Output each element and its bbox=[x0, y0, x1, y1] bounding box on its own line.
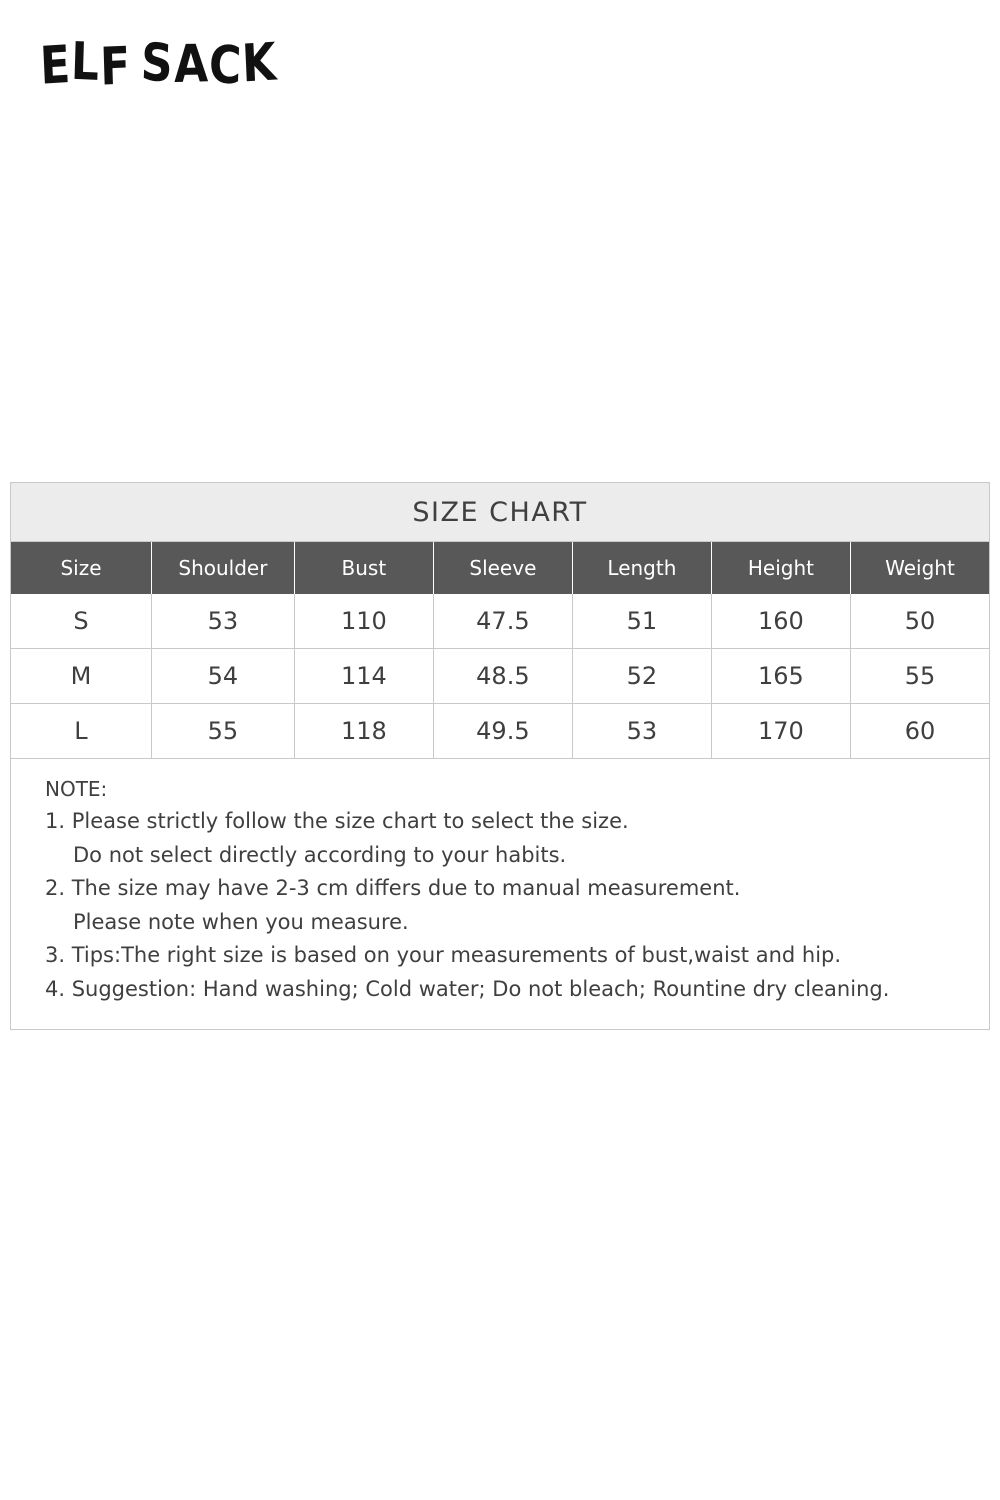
column-header-shoulder: Shoulder bbox=[151, 542, 294, 594]
table-row bbox=[11, 594, 989, 649]
brand-letter: S bbox=[139, 32, 176, 95]
cell-weight: 55 bbox=[850, 649, 989, 704]
table-header-row bbox=[11, 542, 989, 594]
cell-shoulder: 54 bbox=[151, 649, 294, 704]
note-line: 2. The size may have 2-3 cm differs due to manual measurement. bbox=[45, 876, 741, 901]
brand-letter: A bbox=[173, 34, 210, 95]
cell-sleeve: 48.5 bbox=[433, 649, 572, 704]
brand-letter: E bbox=[38, 34, 73, 97]
size-chart-table bbox=[11, 542, 989, 759]
note-line: 4. Suggestion: Hand washing; Cold water; Do not bleach; Rountine dry cleaning. bbox=[45, 976, 890, 1001]
brand-letter: F bbox=[99, 36, 133, 98]
brand-letter: L bbox=[70, 31, 102, 93]
cell-size: M bbox=[11, 649, 151, 704]
cell-weight: 60 bbox=[850, 704, 989, 759]
column-header-size: Size bbox=[11, 542, 151, 594]
column-header-bust: Bust bbox=[294, 542, 433, 594]
cell-height: 160 bbox=[711, 594, 850, 649]
column-header-weight: Weight bbox=[850, 542, 989, 594]
note-line: 3. Tips:The right size is based on your measurements of bust,waist and hip. bbox=[45, 943, 842, 968]
cell-height: 170 bbox=[711, 704, 850, 759]
cell-bust: 118 bbox=[294, 704, 433, 759]
size-chart-container bbox=[10, 482, 990, 1030]
note-line: Do not select directly according to your habits. bbox=[73, 842, 567, 867]
note-line: 1. Please strictly follow the size chart to select the size. bbox=[45, 809, 629, 833]
brand-letter: K bbox=[240, 32, 279, 95]
size-chart-title: SIZE CHART bbox=[11, 483, 989, 542]
cell-sleeve: 49.5 bbox=[433, 704, 572, 759]
cell-sleeve: 47.5 bbox=[433, 594, 572, 649]
brand-letter: C bbox=[208, 34, 244, 97]
column-header-height: Height bbox=[711, 542, 850, 594]
cell-height: 165 bbox=[711, 649, 850, 704]
cell-length: 53 bbox=[572, 704, 711, 759]
note-section bbox=[11, 759, 989, 1029]
cell-shoulder: 55 bbox=[151, 704, 294, 759]
cell-size: L bbox=[11, 704, 151, 759]
cell-bust: 110 bbox=[294, 594, 433, 649]
cell-size: S bbox=[11, 594, 151, 649]
cell-weight: 50 bbox=[850, 594, 989, 649]
table-row bbox=[11, 704, 989, 759]
column-header-sleeve: Sleeve bbox=[433, 542, 572, 594]
note-title: NOTE: bbox=[45, 777, 108, 801]
brand-logo-text bbox=[38, 31, 280, 98]
cell-bust: 114 bbox=[294, 649, 433, 704]
table-row bbox=[11, 649, 989, 704]
column-header-length: Length bbox=[572, 542, 711, 594]
note-line: Please note when you measure. bbox=[73, 909, 409, 934]
cell-length: 52 bbox=[572, 649, 711, 704]
brand-logo bbox=[38, 31, 280, 108]
cell-shoulder: 53 bbox=[151, 594, 294, 649]
cell-length: 51 bbox=[572, 594, 711, 649]
